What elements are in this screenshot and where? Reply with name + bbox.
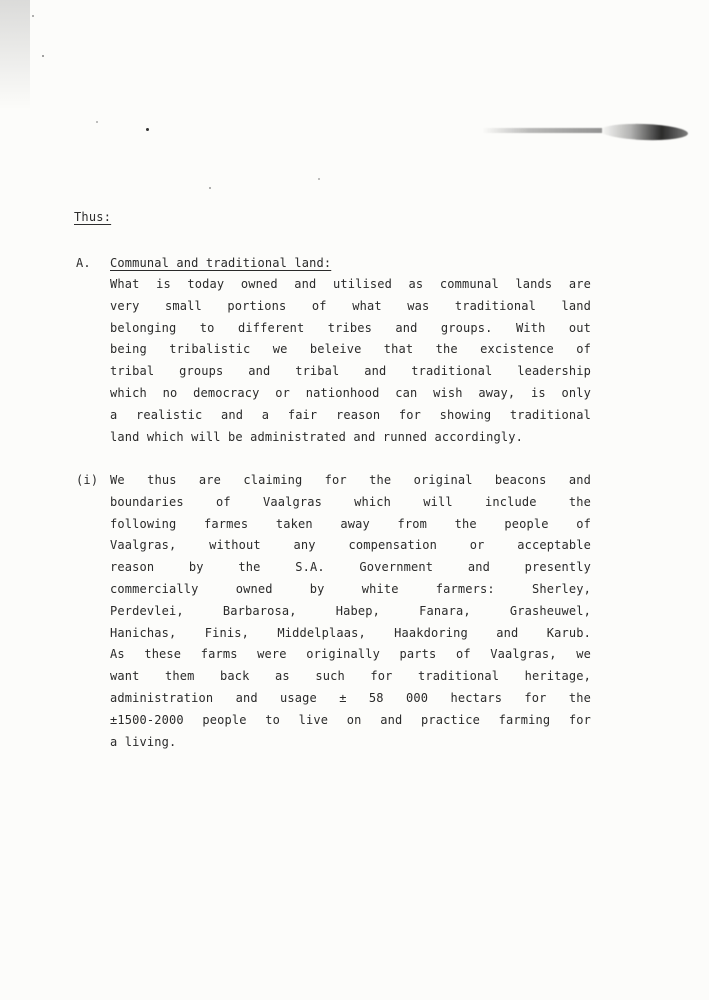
text-line: a realistic and a fair reason for showing traditional — [110, 407, 591, 422]
text-line: a living. — [110, 734, 177, 749]
scan-speck — [42, 55, 44, 57]
section-a-title: Communal and traditional land: — [110, 256, 332, 270]
scan-smudge — [600, 122, 689, 141]
text-line: land which will be administrated and runned accordingly. — [110, 429, 523, 444]
document-heading: Thus: — [74, 210, 112, 224]
scan-streak — [482, 128, 602, 133]
text-line: following farmes taken away from the people of — [110, 516, 591, 531]
text-line: administration and usage ± 58 000 hectars for the — [110, 691, 591, 705]
text-line: which no democracy or nationhood can wish away, is only — [110, 386, 591, 400]
scan-speck — [318, 178, 320, 180]
scan-shadow — [0, 0, 30, 110]
text-line: belonging to different tribes and groups. With out — [110, 320, 591, 335]
scan-speck — [209, 187, 211, 189]
scan-speck — [96, 121, 98, 123]
text-line: Perdevlei, Barbarosa, Habep, Fanara, Grasheuwel, — [110, 603, 591, 618]
text-line: We thus are claiming for the original beacons and — [110, 473, 591, 487]
scan-speck — [32, 15, 34, 17]
text-line: ±1500-2000 people to live on and practice farming for — [110, 712, 591, 727]
text-line: Hanichas, Finis, Middelplaas, Haakdoring and Karub. — [110, 625, 591, 640]
text-line: commercially owned by white farmers: Sherley, — [110, 582, 591, 596]
text-line: want them back as such for traditional heritage, — [110, 669, 591, 684]
text-line: Vaalgras, without any compensation or acceptable — [110, 538, 591, 553]
scan-speck — [146, 128, 149, 131]
section-i-marker: (i) — [76, 473, 99, 487]
text-line: being tribalistic we beleive that the excistence of — [110, 342, 591, 357]
text-line: very small portions of what was traditional land — [110, 298, 591, 313]
text-line: As these farms were originally parts of Vaalgras, we — [110, 647, 591, 662]
text-line: boundaries of Vaalgras which will include the — [110, 494, 591, 509]
text-line: What is today owned and utilised as communal lands are — [110, 277, 591, 291]
text-line: reason by the S.A. Government and presently — [110, 560, 591, 575]
text-line: tribal groups and tribal and traditional leadership — [110, 364, 591, 379]
section-a-marker: A. — [76, 256, 91, 270]
